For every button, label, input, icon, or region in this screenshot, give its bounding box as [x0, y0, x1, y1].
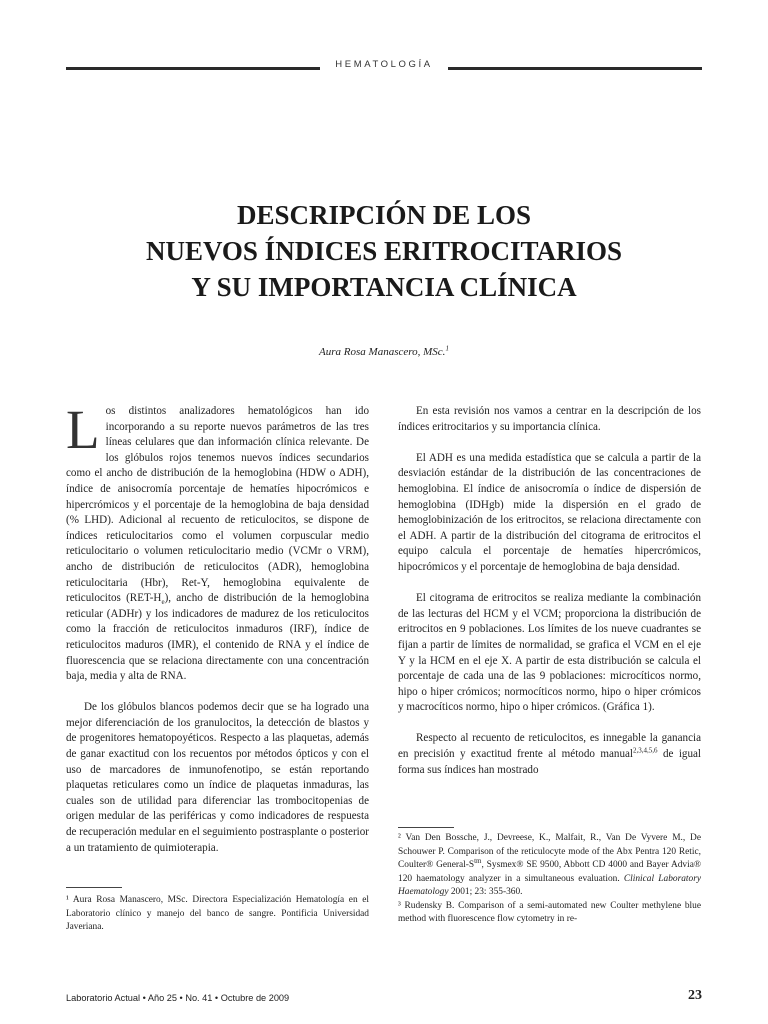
- left-paragraph-1-text-b: ), ancho de distribución de la hemoglobina reticular (ADHr) y los indicadores de madurez de los reticulocitos como la fracción de reticulocitos inmaduros (IRF), índice de reticulocitos maduros (IMR), el contenido de RNA y el índice de fluorescencia que se relaciona directamente con una concentración baja, media y alta de RNA.: [66, 592, 370, 683]
- right-paragraph-4-text-b: de igual forma sus índices han mostrado: [398, 748, 702, 776]
- drop-cap: L: [66, 399, 100, 460]
- right-paragraph-4: [398, 731, 701, 778]
- footnote-2: [398, 832, 701, 900]
- footnote-2-text-a: ² Van Den Bossche, J., Devreese, K., Malfait, R., Van De Vyvere M., De Schouwer P. Comparison of the reticulocyte mode of the Abx Pentra 120 Retic, Coulter® General-S: [398, 833, 701, 870]
- trademark-superscript: tm: [474, 856, 482, 865]
- left-paragraph-1: [66, 399, 370, 685]
- footnote-rule-right: [398, 827, 454, 828]
- right-column: [398, 404, 701, 778]
- footnote-3: ³ Rudensky B. Comparison of a semi-automated new Coulter methylene blue method with fluorescence flow cytometry in re-: [398, 900, 701, 924]
- right-paragraph-4-text-a: Respecto al recuento de reticulocitos, es innegable la ganancia en precisión y exactitud frente al método manual: [398, 732, 701, 761]
- footer-journal-info: Laboratorio Actual • Año 25 • No. 41 • Octubre de 2009: [66, 993, 290, 1003]
- author-byline: [66, 346, 702, 358]
- page-number: 23: [688, 988, 702, 1003]
- author-name: Aura Rosa Manascero, MSc.: [319, 346, 446, 358]
- header-rule-right: [448, 67, 702, 70]
- section-label: HEMATOLOGÍA: [335, 59, 433, 70]
- title-line-1: DESCRIPCIÓN DE LOS: [236, 200, 532, 230]
- left-column: [66, 399, 370, 856]
- right-paragraph-1: En esta revisión nos vamos a centrar en la descripción de los índices eritrocitarios y su importancia clínica.: [398, 405, 701, 433]
- title-line-2: NUEVOS ÍNDICES ERITROCITARIOS: [145, 236, 623, 266]
- header-rule-left: [66, 67, 320, 70]
- footnote-1: ¹ Aura Rosa Manascero, MSc. Directora Especialización Hematología en el Laboratorio clínico y manejo del banco de sangre. Pontificia Universidad Javeriana.: [66, 895, 369, 932]
- left-paragraph-2: De los glóbulos blancos podemos decir que se ha logrado una mejor diferenciación de los granulocitos, la detección de blastos y de progenitores hematopoyéticos. Respecto a las plaquetas, además de ganar exactitud con los recuentos por métodos ópticos y con el uso de marcadores de inmunofenotipo, se están reportando plaquetas reticulares como un índice de plaquetas inmaduras, las cuales son de utilidad para diferenciar las trombocitopenias de origen medular de las periféricas y como indicadores de respuesta de recuperación medular en el seguimiento postrasplante o posterior a un tratamiento de quimioterapia.: [66, 701, 369, 854]
- footnote-2-text-c: 2001; 23: 355-360.: [448, 887, 523, 897]
- title-line-3: Y SU IMPORTANCIA CLÍNICA: [191, 272, 577, 302]
- left-paragraph-1-text-a: os distintos analizadores hematológicos han ido incorporando a su reporte nuevos parámetros de las tres líneas celulares que dan información clínica relevante. De los glóbulos rojos tenemos nuevos índices secundarios como el ancho de distribución de la hemoglobina (HDW o ADH), índice de anisocromía porcentaje de hematíes hipocrómicos e hipercrómicos y el porcentaje de la hemoglobina de baja densidad (% LHD). Adicional al recuento de reticulocitos, se dispone de índices reticulocitarios como el volumen corpuscular medio reticulocitario o volumen reticulocitario medio (VCMr o VRM), ancho de distribución de reticulocitos (ADR), hemoglobina reticulocitaria (Hbr), Ret-Y, hemoglobina equivalente de reticulocitos (RET-H: [66, 405, 369, 605]
- right-paragraph-3: El citograma de eritrocitos se realiza mediante la combinación de las lecturas del HCM y el VCM; proporciona la distribución de eritrocitos en 9 poblaciones. Los límites de los nueve cuadrantes se fijan a partir de límites de normalidad, se grafica el VCM en el eje Y y la HCM en el eje X. A partir de esta distribución se calcula el porcentaje de cada una de las 9 poblaciones: microcíticos normo, hipo o hiper crómicos; normocíticos normo, hipo o hiper crómicos y macrocíticos normo, hipo o hiper crómicos. (Gráfica 1).: [398, 592, 701, 714]
- footnote-2-text-b: , Sysmex® SE 9500, Abbott CD 4000 and Bayer Advia® 120 haematology analyzer in a simultaneous evaluation.: [398, 860, 701, 884]
- footnote-rule-left: [66, 887, 122, 888]
- citation-marks: 2,3,4,5,6: [633, 746, 658, 755]
- footnotes-right: [398, 832, 701, 927]
- footnotes-left: [66, 894, 369, 935]
- ret-he-subscript: e: [161, 598, 165, 607]
- footnote-2-journal: Clinical Laboratory Haematology: [398, 873, 702, 897]
- right-paragraph-2: El ADH es una medida estadística que se calcula a partir de la desviación estándar de la distribución de las concentraciones de hemoglobina. El índice de anisocromía o índice de dispersión de hemoglobina (IDHgb) mide la dispersión en el grado de hemoglobinización de los eritrocitos, se relaciona directamente con el ADH. A partir de la distribución del citograma de eritrocitos el equipo calcula el porcentaje de hematíes hipercrómicos, hipocrómicos y el porcentaje de hemoglobina de baja densidad.: [398, 451, 701, 573]
- article-title: [66, 197, 702, 305]
- author-note-mark: 1: [445, 344, 449, 353]
